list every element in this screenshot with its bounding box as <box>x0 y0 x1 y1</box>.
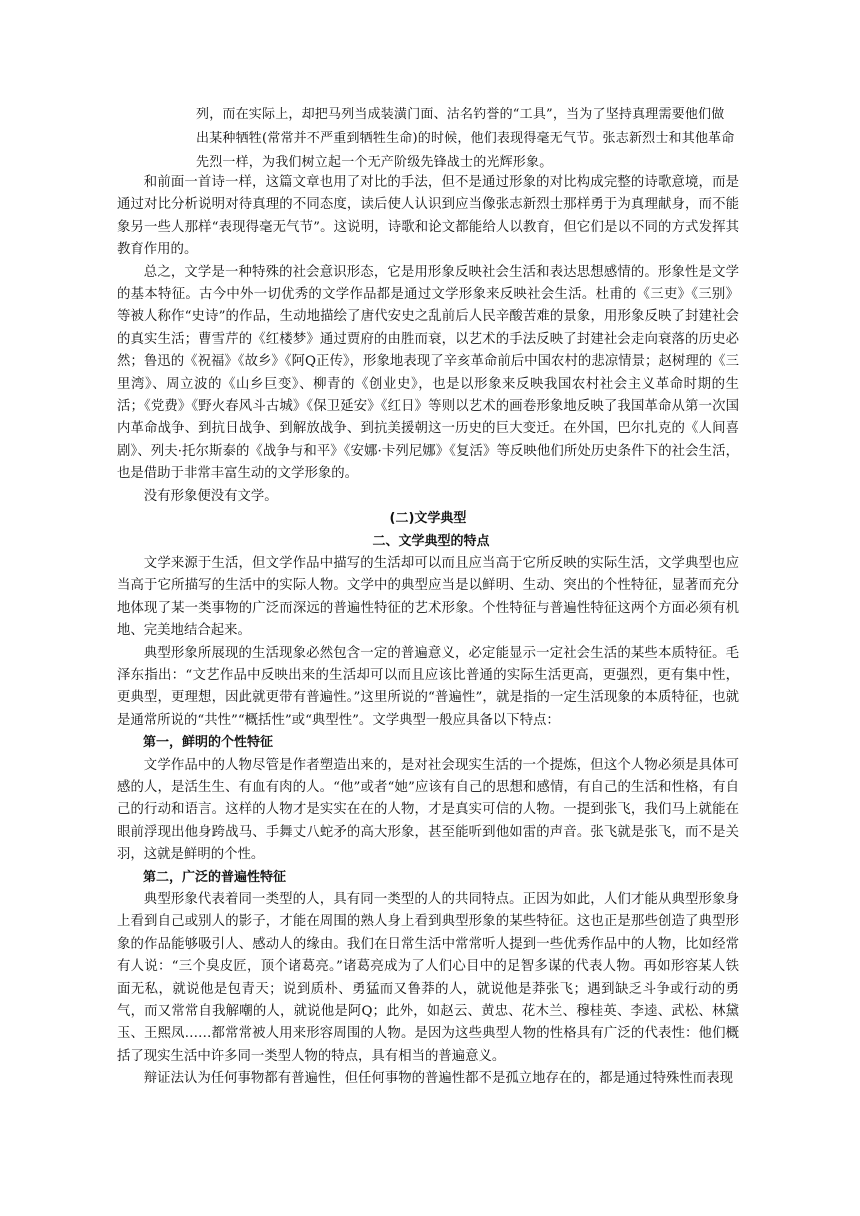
paragraph: 典型形象代表着同一类型的人，具有同一类型的人的共同特点。正因为如此，人们才能从典型形象身上看到自己或别人的影子，才能在周围的熟人身上看到典型形象的某些特征。这也正是那些创造了典型形象的作品能够吸引人、感动人的缘由。我们在日常生活中常常听人提到一些优秀作品中的人物，比如经常有人说：“三个臭皮匠，顶个诸葛亮。”诸葛亮成为了人们心目中的足智多谋的代表人物。再如形容某人铁面无私，就说他是包青天；说到质朴、勇猛而又鲁莽的人，就说他是莽张飞；遇到缺乏斗争或行动的勇气，而又常常自我解嘲的人，就说他是阿Q；此外，如赵云、黄忠、花木兰、穆桂英、李逵、武松、林黛玉、王熙凤……都常常被人用来形容周围的人物。是因为这些典型人物的性格具有广泛的代表性：他们概括了现实生活中许多同一类型人物的特点，具有相当的普遍意义。 <box>117 892 739 1064</box>
point-heading: 第一，鲜明的个性特征 <box>143 735 274 751</box>
paragraph: 文学来源于生活，但文学作品中描写的生活却可以而且应当高于它所反映的实际生活，文学典型也应当高于它所描写的生活中的实际人物。文学中的典型应当是以鲜明、生动、突出的个性特征，显著而充分地体现了某一类事物的广泛而深远的普遍性特征的艺术形象。个性特征与普遍性特征这两个方面必须有机地、完美地结合起来。 <box>117 555 739 639</box>
quoted-passage <box>196 103 756 175</box>
section-heading: (二)文学典型 <box>389 511 467 527</box>
paragraph: 总之，文学是一种特殊的社会意识形态，它是用形象反映社会生活和表达思想感情的。形象性是文学的基本特征。古今中外一切优秀的文学作品都是通过文学形象来反映社会生活。杜甫的《三吏》《三别》等被人称作“史诗”的作品，生动地描绘了唐代安史之乱前后人民辛酸苦难的景象，用形象反映了封建社会的真实生活；曹雪芹的《红楼梦》通过贾府的由胜而衰，以艺术的手法反映了封建社会走向衰落的历史必然；鲁迅的《祝福》《故乡》《阿Q正传》，形象地表现了辛亥革命前后中国农村的悲凉情景；赵树理的《三里湾》、周立波的《山乡巨变》、柳青的《创业史》，也是以形象来反映我国农村社会主义革命时期的生活；《党费》《野火春风斗古城》《保卫延安》《红日》等则以艺术的画卷形象地反映了我国革命从第一次国内革命战争、到抗日战争、到解放战争、到抗美援朝这一历史的巨大变迁。在外国，巴尔扎克的《人间喜剧》、列夫·托尔斯泰的《战争与和平》《安娜·卡列尼娜》《复活》等反映他们所处历史条件下的社会生活，也是借助于非常丰富生动的文学形象的。 <box>117 264 739 482</box>
quote-line: 先烈一样，为我们树立起一个无产阶级先锋战士的光辉形象。 <box>196 155 553 170</box>
point-heading: 第二，广泛的普遍性特征 <box>143 869 287 885</box>
quote-line: 列，而在实际上，却把马列当成装潢门面、沽名钓誉的“工具”，当为了坚持真理需要他们做 <box>196 107 725 122</box>
paragraph: 和前面一首诗一样，这篇文章也用了对比的手法，但不是通过形象的对比构成完整的诗歌意境，而是通过对比分析说明对待真理的不同态度，读后使人认识到应当像张志新烈士那样勇于为真理献身，而不能象另一些人那样“表现得毫无气节”。这说明，诗歌和论文都能给人以教育，但它们是以不同的方式发挥其教育作用的。 <box>117 175 739 258</box>
subsection-heading: 二、文学典型的特点 <box>372 533 490 549</box>
paragraph: 文学作品中的人物尽管是作者塑造出来的，是对社会现实生活的一个提炼，但这个人物必须是具体可感的人，是活生生、有血有肉的人。“他”或者“她”应该有自己的思想和感情，有自己的生活和性格，有自己的行动和语言。这样的人物才是实实在在的人物，才是真实可信的人物。一提到张飞，我们马上就能在眼前浮现出他身跨战马、手舞丈八蛇矛的高大形象，甚至能听到他如雷的声音。张飞就是张飞，而不是关羽，这就是鲜明的个性。 <box>117 757 739 863</box>
main-text <box>117 172 739 1091</box>
paragraph: 没有形象便没有文学。 <box>143 488 278 504</box>
paragraph: 辩证法认为任何事物都有普遍性，但任何事物的普遍性都不是孤立地存在的，都是通过特殊性而表现 <box>143 1071 733 1087</box>
paragraph: 典型形象所展现的生活现象必然包含一定的普遍意义，必定能显示一定社会生活的某些本质特征。毛泽东指出：“文艺作品中反映出来的生活却可以而且应该比普通的实际生活更高，更强烈，更有集中性，更典型，更理想，因此就更带有普遍性。”这里所说的“普遍性”，就是指的一定生活现象的本质特征，也就是通常所说的“共性”“概括性”或“典型性”。文学典型一般应具备以下特点： <box>117 645 739 728</box>
quote-line: 出某种牺牲(常常并不严重到牺牲生命)的时候，他们表现得毫无气节。张志新烈士和其他革命 <box>196 131 735 146</box>
